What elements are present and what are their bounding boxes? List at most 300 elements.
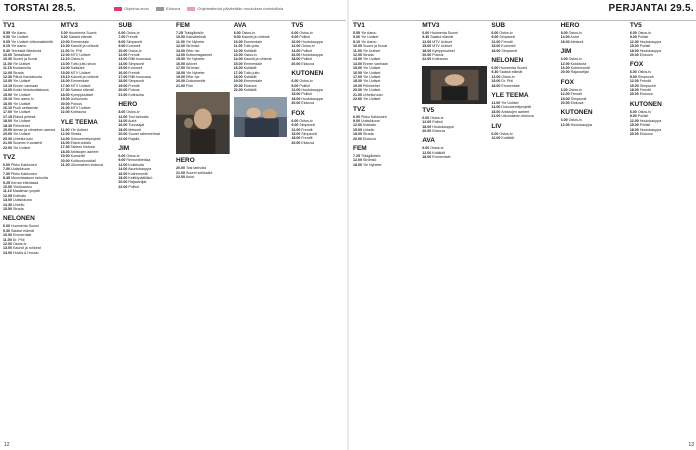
program-title: Kauniit ja rohkeat <box>241 35 270 40</box>
program-row <box>491 49 556 53</box>
program-title: Tuttu juttu show <box>70 61 96 66</box>
program-title: Arkistojen aarteet <box>501 109 530 114</box>
program-title: Suuret rakennelmat <box>128 132 160 137</box>
program-title: Suomen Kuvalehti <box>13 141 43 146</box>
program-title: Emmerdale <box>432 155 451 160</box>
program-title: Huomenta Suomi <box>499 66 528 71</box>
program-title: Elokuva <box>301 140 315 145</box>
program-title: Elävä arkisto <box>70 140 92 145</box>
program-title: Ostos-tv <box>568 31 582 35</box>
program-time: 6.00 <box>560 57 568 62</box>
program-row <box>176 84 230 88</box>
program-time: 12.00 <box>118 162 128 167</box>
program-title: Konsertti <box>70 154 85 159</box>
program-title: Frendit <box>639 88 651 93</box>
program-row <box>422 155 487 159</box>
program-time: 9.00 <box>353 35 360 40</box>
program-time: 9.00 <box>233 35 241 40</box>
program-time: 12.00 <box>422 39 432 44</box>
program-time: 8.00 <box>118 110 126 115</box>
program-title: Strada <box>13 207 24 212</box>
channel-block <box>176 22 230 88</box>
program-time: 14.00 <box>3 250 12 255</box>
channel-name: FEM <box>176 22 190 29</box>
channel-name: YLE TEEMA <box>491 92 529 100</box>
program-time: 13.00 <box>60 61 70 66</box>
channel-block <box>630 101 695 136</box>
program-time: 16.00 <box>60 140 70 145</box>
program-time: 17.30 <box>60 88 70 93</box>
program-time: 15.00 <box>3 92 12 97</box>
listing-column <box>490 22 557 440</box>
program-time: 12.00 <box>60 132 70 137</box>
program-time: 18.00 <box>560 39 570 44</box>
program-time: 21.00 <box>176 170 186 175</box>
program-title: Ostos-tv <box>430 146 444 151</box>
program-time: 12.05 <box>3 193 12 198</box>
program-time: 15.00 <box>118 66 128 71</box>
program-time: 12.00 <box>3 70 12 75</box>
program-time: 12.00 <box>353 123 362 128</box>
program-time: 11.00 <box>3 61 12 66</box>
program-time: 20.00 <box>3 132 12 137</box>
program-time: 9.30 <box>422 35 430 40</box>
program-title: Pelimiehet <box>13 123 30 128</box>
program-time: 6.00 <box>118 31 126 35</box>
program-time: 6.00 <box>3 224 10 229</box>
legend-swatch <box>114 7 122 11</box>
program-title: Huutokauppa <box>639 39 662 44</box>
program-time: 20.00 <box>353 88 362 93</box>
program-title: Remonttireiska <box>126 158 151 163</box>
channel-block <box>422 107 487 134</box>
page-date-title: TORSTAI 28.5. <box>4 3 76 14</box>
program-title: Ykkösaamu <box>12 185 32 189</box>
program-time: 18.00 <box>60 92 70 97</box>
program-row <box>561 70 626 74</box>
program-time: 15.00 <box>353 127 362 132</box>
program-title: Autot <box>185 175 195 180</box>
channel-name: TV5 <box>422 106 435 114</box>
listing-column <box>629 22 696 440</box>
program-photo <box>176 92 230 154</box>
program-time: 22.00 <box>353 97 362 102</box>
program-time: 10.00 <box>3 53 12 58</box>
program-time: 15.00 <box>422 44 432 49</box>
program-title: Uutisvuoto <box>70 97 88 102</box>
program-time: 18.00 <box>118 175 128 180</box>
program-time: 12.00 <box>176 44 186 49</box>
program-time: 6.00 <box>491 31 499 35</box>
program-title: Yle Uutiset <box>362 88 381 93</box>
program-title: Elokuva <box>301 101 315 106</box>
program-title: Urheilu <box>363 127 375 132</box>
program-title: Poliisit <box>299 35 310 40</box>
program-title: Rillit huurussa <box>128 75 151 80</box>
program-time: 7.00 <box>118 35 126 40</box>
page-fold <box>347 0 349 450</box>
channel-block <box>422 137 487 159</box>
program-title: Kulturmagasinet <box>186 53 212 58</box>
channel-name: JIM <box>118 144 130 152</box>
program-title: Ostos-tv <box>126 110 140 115</box>
program-title: Suomi ja Kuvat <box>13 57 38 62</box>
program-title: Yle Uutiset <box>12 92 31 97</box>
program-time: 20.00 <box>629 131 639 136</box>
channel-block <box>61 22 115 115</box>
program-title: Simpsonit <box>128 61 145 66</box>
legend-label: Ohjelmatiedot päivitetään muutokset mahdollisia <box>197 6 284 12</box>
channel-block <box>118 22 172 97</box>
program-time: 15.50 <box>3 207 12 212</box>
program-time: 21.00 <box>60 105 70 110</box>
program-time: 21.00 <box>491 114 501 119</box>
program-title: Film <box>186 83 193 88</box>
program-title: Simpsonit <box>301 131 318 136</box>
program-title: Kotiäidit <box>243 48 257 53</box>
channel-block <box>3 154 57 211</box>
program-time: 22.00 <box>176 175 186 180</box>
program-title: Muumilaakson tarinoita <box>11 176 48 181</box>
program-time: 6.00 <box>560 87 568 92</box>
program-row <box>291 62 345 66</box>
program-time: 6.00 <box>291 31 299 35</box>
program-time: 18.00 <box>291 136 301 141</box>
program-time: 19.00 <box>176 75 186 80</box>
program-title: Frendit <box>301 127 313 132</box>
program-time: 20.00 <box>422 53 432 58</box>
program-time: 15.00 <box>291 92 301 97</box>
program-time: 20.00 <box>353 136 362 141</box>
program-time: 8.00 <box>560 31 568 35</box>
channel-name: HERO <box>176 157 195 165</box>
program-title: Yle Uutiset <box>362 48 381 53</box>
program-row <box>3 207 57 211</box>
program-time: 7.25 <box>176 31 184 35</box>
program-time: 21.00 <box>3 141 12 146</box>
program-title: Ostos-tv <box>637 31 652 35</box>
program-time: 18.00 <box>353 132 362 137</box>
legend-swatch <box>187 7 195 11</box>
channel-block <box>491 92 556 119</box>
program-time: 16.00 <box>118 171 128 176</box>
program-time: 6.00 <box>629 70 637 75</box>
program-time: 13.00 <box>118 57 128 62</box>
program-time: 18.00 <box>353 79 362 84</box>
program-time: 20.00 <box>118 180 128 185</box>
channel-block <box>234 22 288 93</box>
program-time: 16.00 <box>176 61 186 66</box>
listing-column <box>421 22 488 440</box>
program-time: 18.00 <box>629 48 639 53</box>
program-row <box>491 84 556 88</box>
program-title: Strömsö <box>186 44 200 49</box>
program-time: 6.00 <box>422 31 430 35</box>
program-title: Pikku Kakkonen <box>11 171 37 176</box>
program-time: 12.00 <box>291 88 301 93</box>
program-title: Poliisit <box>301 92 312 97</box>
program-row <box>291 101 345 105</box>
program-time: 15.00 <box>176 57 186 62</box>
program-time: 21.00 <box>60 162 70 167</box>
channel-block <box>491 57 556 88</box>
program-title: Uutisikkuna <box>11 167 30 172</box>
program-title: Pelimiehet <box>363 83 380 88</box>
program-time: 6.00 <box>353 114 360 119</box>
program-time: 18.00 <box>353 162 362 167</box>
program-time: 10.00 <box>3 233 12 238</box>
program-time: 9.10 <box>353 39 360 44</box>
channel-name: TV5 <box>291 22 304 29</box>
left-page <box>2 0 346 450</box>
program-title: Ylen aamu tv <box>12 97 34 102</box>
program-time: 20.00 <box>118 88 128 93</box>
program-title: Dokumenttiprojekti <box>501 105 532 110</box>
program-time: 19.00 <box>60 154 70 159</box>
program-title: Kokkisota <box>128 162 144 167</box>
program-time: 16.00 <box>560 66 570 71</box>
program-title: Yle Uutiset <box>12 132 31 137</box>
program-time: 18.00 <box>422 155 432 160</box>
program-title: Yle Aamu <box>10 31 27 35</box>
program-title: Frendit <box>126 35 138 40</box>
program-title: Metsurit <box>128 127 142 132</box>
program-time: 18.00 <box>491 48 501 53</box>
program-title: Putous <box>432 53 444 58</box>
program-title: Kotirauha <box>432 57 448 62</box>
program-time: 12.10 <box>60 57 70 62</box>
channel-block <box>353 106 418 141</box>
program-time: 7.30 <box>3 171 10 176</box>
program-title: Efter nio <box>186 75 200 80</box>
program-title: Kummeli <box>128 66 143 71</box>
program-time: 9.00 <box>291 35 299 40</box>
program-title: Tanssitaan! <box>12 53 32 58</box>
program-time: 14.00 <box>491 105 501 110</box>
program-title: Ulkomainen elokuva <box>501 114 534 119</box>
program-time: 20.00 <box>233 83 243 88</box>
program-time: 13.00 <box>353 57 362 62</box>
program-title: Emmerdale <box>501 83 520 88</box>
program-title: MTV Uutiset <box>70 83 91 88</box>
right-page-header <box>352 0 696 21</box>
listing-column <box>290 22 346 440</box>
program-time: 15.10 <box>60 75 70 80</box>
program-title: Dokumenttiprojekti <box>70 136 101 141</box>
channel-name: JIM <box>560 48 572 56</box>
program-time: 9.00 <box>491 35 499 40</box>
program-title: Tosi tarinoita <box>185 166 207 171</box>
program-time: 16.00 <box>233 66 243 71</box>
program-time: 17.15 <box>3 114 12 119</box>
program-title: Elokuva <box>432 129 445 134</box>
program-title: Metsurit <box>570 39 584 44</box>
listing-column <box>2 22 58 440</box>
program-title: Puoli seitsemän <box>13 105 39 110</box>
program-time: 6.00 <box>422 146 430 151</box>
program-title: Päivä Kansakunta <box>13 75 42 80</box>
program-time: 14.30 <box>3 202 12 207</box>
program-time: 11.00 <box>60 48 70 53</box>
program-title: Strömsö <box>186 66 200 71</box>
program-time: 21.00 <box>353 92 362 97</box>
legend <box>114 6 289 11</box>
page-number: 12 <box>4 442 10 448</box>
program-title: Dr. Phil <box>501 79 513 84</box>
program-title: Kotiäidit <box>243 88 257 93</box>
program-title: Poliisit <box>639 123 651 128</box>
program-time: 12.00 <box>353 158 362 163</box>
program-time: 12.00 <box>560 92 570 97</box>
program-time: 6.00 <box>491 66 499 71</box>
program-title: Dr. Phil <box>70 48 83 53</box>
program-title: Emmerdale <box>243 61 263 66</box>
program-time: 17.00 <box>60 83 70 88</box>
program-time: 8.00 <box>118 39 126 44</box>
program-time: 10.00 <box>353 44 362 49</box>
program-time: 22.00 <box>118 136 128 141</box>
channel-name: TVZ <box>353 105 366 113</box>
channel-block <box>3 22 57 150</box>
program-title: Urheiluruutu <box>363 92 383 97</box>
program-title: Huutokauppa <box>301 88 323 93</box>
channel-name: MTV3 <box>422 22 440 29</box>
program-time: 9.00 <box>629 74 637 79</box>
program-time: 16.00 <box>118 70 128 75</box>
channel-name: TV1 <box>3 22 15 29</box>
program-time: 16.00 <box>3 101 12 106</box>
program-title: Ostos-tv <box>243 53 258 58</box>
program-row <box>422 57 487 61</box>
program-row <box>491 114 556 118</box>
program-time: 6.00 <box>3 162 10 167</box>
program-title: Ostos-tv <box>430 115 444 120</box>
program-time: 22.00 <box>422 57 432 62</box>
page-number: 13 <box>688 442 694 448</box>
program-time: 12.00 <box>291 44 301 49</box>
program-title: Maailman ympäri <box>12 189 41 194</box>
program-time: 20.00 <box>291 61 301 66</box>
program-time: 19.00 <box>233 79 243 84</box>
program-time: 12.00 <box>233 48 243 53</box>
program-time: 20.00 <box>629 53 639 58</box>
program-time: 9.00 <box>629 114 637 119</box>
program-title: Frendit <box>639 79 651 84</box>
program-time: 16.00 <box>353 70 362 75</box>
program-time: 17.00 <box>3 110 12 115</box>
program-title: Yle Uutiset <box>10 35 29 40</box>
program-title: Strömsö <box>363 158 377 163</box>
program-time: 18.00 <box>629 127 639 132</box>
program-time: 20.00 <box>560 70 570 75</box>
program-title: Kotikatu <box>13 193 26 198</box>
program-time: 15.00 <box>60 70 70 75</box>
program-time: 12.00 <box>353 53 362 58</box>
program-title: Huomenta Suomi <box>68 31 97 35</box>
channel-name: SUB <box>491 22 506 29</box>
program-title: Huutokauppa <box>301 96 323 101</box>
program-time: 9.00 <box>118 158 126 163</box>
program-title: Rajavartijat <box>128 180 147 185</box>
program-title: Ostos-tv <box>128 48 142 53</box>
program-title: Simpsonit <box>570 96 587 101</box>
program-time: 14.00 <box>118 118 128 123</box>
channel-block <box>491 22 556 53</box>
program-time: 16.00 <box>291 53 301 58</box>
program-time: 19.00 <box>118 83 128 88</box>
channel-name: HERO <box>118 101 138 109</box>
program-title: Ostos-tv <box>637 70 652 75</box>
program-time: 11.10 <box>3 189 12 194</box>
program-title: Putous <box>128 88 140 93</box>
program-title: Ostos-tv <box>241 31 256 35</box>
program-title: Elokuva <box>639 92 653 97</box>
program-row <box>61 163 115 167</box>
program-time: 18.00 <box>291 96 301 101</box>
program-title: Ostos-tv <box>299 31 313 35</box>
channel-block <box>176 157 230 179</box>
program-title: Kotirauha <box>128 92 144 97</box>
program-title: Elokuva <box>301 61 315 66</box>
program-title: Terveisiä Wiedestä <box>10 48 42 53</box>
program-time: 9.40 <box>3 48 10 53</box>
program-title: Poliisit <box>432 120 443 125</box>
channel-name: TV5 <box>629 22 642 29</box>
program-title: Huutokauppa <box>432 124 454 129</box>
channel-block <box>630 22 695 57</box>
program-time: 14.00 <box>291 48 301 53</box>
program-time: 12.00 <box>60 53 70 58</box>
program-title: MTV Uutiset <box>70 53 91 58</box>
program-time: 9.00 <box>291 123 299 128</box>
program-title: Yle Uutiset <box>362 70 381 75</box>
program-title: Salatut elämät <box>11 228 34 233</box>
program-time: 15.00 <box>233 61 243 66</box>
program-title: Yle Uutiset <box>501 101 519 106</box>
channel-name: HERO <box>560 22 580 29</box>
program-title: MTV Uutiset <box>432 39 452 44</box>
program-title: Autot <box>128 118 137 123</box>
program-row <box>630 53 695 57</box>
program-time: 18.00 <box>118 79 128 84</box>
program-title: Dokumentär <box>186 79 206 84</box>
program-title: Ostos-tv <box>499 131 513 136</box>
program-row <box>422 129 487 133</box>
program-title: Elokuva <box>363 136 376 141</box>
channel-block <box>561 22 626 44</box>
channel-name: TVZ <box>3 153 16 161</box>
listing-column <box>233 22 289 440</box>
program-title: Dr. Phil <box>12 237 25 242</box>
legend-label: Elokuva <box>166 6 181 12</box>
program-title: Uutisikkuna <box>361 118 380 123</box>
program-title: Frendit <box>501 39 513 44</box>
channel-block <box>561 48 626 75</box>
program-time: 20.00 <box>422 129 432 134</box>
program-title: Emmerdale <box>70 79 90 84</box>
program-time: 12.00 <box>3 242 12 247</box>
program-time: 20.00 <box>60 158 70 163</box>
program-title: Kymppiuutiset <box>432 48 455 53</box>
program-title: Kummeli <box>501 44 516 49</box>
program-title: Kotiäidit <box>243 75 257 80</box>
program-time: 14.00 <box>60 66 70 71</box>
program-time: 17.00 <box>353 75 362 80</box>
program-title: Putous <box>70 101 82 106</box>
program-title: Yle Aamu <box>10 44 27 49</box>
program-title: Simpsonit <box>637 74 654 79</box>
program-time: 17.30 <box>60 145 70 150</box>
